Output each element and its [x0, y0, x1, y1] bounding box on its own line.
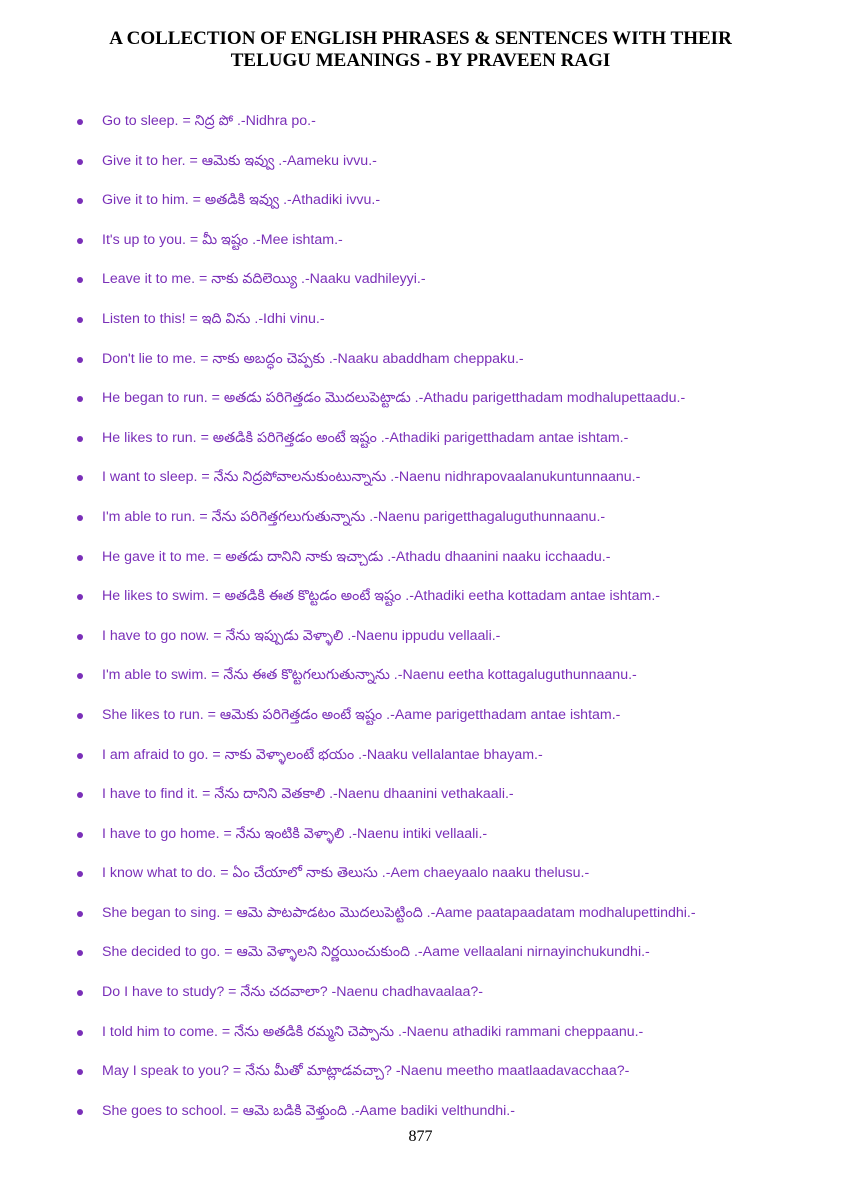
title-line-1: A COLLECTION OF ENGLISH PHRASES & SENTENCES WITH THEIR [109, 28, 732, 49]
bullet-icon [77, 1109, 83, 1115]
bullet-icon [77, 911, 83, 917]
list-item [0, 110, 841, 150]
list-item [0, 466, 841, 506]
list-item [0, 506, 841, 546]
list-item [0, 1060, 841, 1100]
phrase-text: She decided to go. = ఆమె వెళ్ళాలని నిర్ణయించుకుంది .-Aame vellaalani nirnayinchukundhi.- [102, 944, 650, 961]
phrase-text: It's up to you. = మీ ఇష్టం .-Mee ishtam.- [102, 231, 343, 248]
phrase-text: I am afraid to go. = నాకు వెళ్ళాలంటే భయం .-Naaku vellalantae bhayam.- [102, 746, 543, 763]
bullet-icon [77, 713, 83, 719]
phrase-text: I have to go now. = నేను ఇప్పుడు వెళ్ళాలి .-Naenu ippudu vellaali.- [102, 627, 501, 644]
bullet-icon [77, 277, 83, 283]
list-item [0, 981, 841, 1021]
phrase-text: She began to sing. = ఆమె పాటపాడటం మొదలుపెట్టింది .-Aame paatapaadatam modhalupettindhi.- [102, 904, 696, 921]
phrase-text: Listen to this! = ఇది విను .-Idhi vinu.- [102, 310, 325, 327]
bullet-icon [77, 673, 83, 679]
phrase-text: She goes to school. = ఆమె బడికి వెళ్తుంది .-Aame badiki velthundhi.- [102, 1102, 515, 1119]
phrase-text: Give it to him. = అతడికి ఇవ్వు .-Athadiki ivvu.- [102, 192, 381, 209]
page-title [40, 28, 801, 72]
list-item [0, 664, 841, 704]
page-number: 877 [408, 1128, 433, 1145]
phrase-text: She likes to run. = ఆమెకు పరిగెత్తడం అంటే ఇష్టం .-Aame parigetthadam antae ishtam.- [102, 706, 621, 723]
phrase-text: He began to run. = అతడు పరిగెత్తడం మొదలుపెట్టాడు .-Athadu parigetthadam modhalupettaadu.- [102, 390, 686, 407]
phrase-text: Give it to her. = ఆమెకు ఇవ్వు .-Aameku ivvu.- [102, 152, 377, 169]
list-item [0, 427, 841, 467]
bullet-icon [77, 357, 83, 363]
phrase-text: I have to find it. = నేను దానిని వెతకాలి .-Naenu dhaanini vethakaali.- [102, 786, 514, 803]
phrase-text: Don't lie to me. = నాకు అబద్ధం చెప్పకు .-Naaku abaddham cheppaku.- [102, 350, 524, 367]
bullet-icon [77, 990, 83, 996]
list-item [0, 902, 841, 942]
bullet-icon [77, 396, 83, 402]
bullet-icon [77, 634, 83, 640]
title-line-2: TELUGU MEANINGS - BY PRAVEEN RAGI [230, 50, 611, 71]
phrase-text: Go to sleep. = నిద్ర పో .-Nidhra po.- [102, 113, 316, 129]
list-item [0, 744, 841, 784]
bullet-icon [77, 159, 83, 165]
bullet-icon [77, 753, 83, 759]
bullet-icon [77, 871, 83, 877]
list-item [0, 704, 841, 744]
phrase-text: Do I have to study? = నేను చదవాలా? -Naenu chadhavaalaa?- [102, 984, 483, 1001]
list-item [0, 189, 841, 229]
phrase-text: I told him to come. = నేను అతడికి రమ్మని చెప్పాను .-Naenu athadiki rammani cheppaanu.- [102, 1023, 644, 1040]
list-item [0, 585, 841, 625]
bullet-icon [77, 950, 83, 956]
bullet-icon [77, 832, 83, 838]
phrase-text: I want to sleep. = నేను నిద్రపోవాలనుకుంటున్నాను .-Naenu nidhrapovaalanukuntunnaanu.- [102, 469, 641, 486]
list-item [0, 150, 841, 190]
bullet-icon [77, 792, 83, 798]
phrase-list [0, 110, 841, 1139]
list-item [0, 862, 841, 902]
bullet-icon [77, 555, 83, 561]
phrase-text: May I speak to you? = నేను మీతో మాట్లాడవచ్చా? -Naenu meetho maatlaadavacchaa?- [102, 1063, 630, 1080]
phrase-text: He likes to swim. = అతడికి ఈత కొట్టడం అంటే ఇష్టం .-Athadiki eetha kottadam antae ishtam.- [102, 588, 660, 605]
phrase-text: I'm able to swim. = నేను ఈత కొట్టగలుగుతున్నాను .-Naenu eetha kottagaluguthunnaanu.- [102, 667, 637, 684]
list-item [0, 268, 841, 308]
bullet-icon [77, 198, 83, 204]
list-item [0, 625, 841, 665]
bullet-icon [77, 475, 83, 481]
bullet-icon [77, 436, 83, 442]
list-item [0, 1021, 841, 1061]
bullet-icon [77, 238, 83, 244]
bullet-icon [77, 119, 83, 125]
list-item [0, 387, 841, 427]
list-item [0, 941, 841, 981]
phrase-text: I'm able to run. = నేను పరిగెత్తగలుగుతున్నాను .-Naenu parigetthagaluguthunnaanu.- [102, 508, 606, 525]
phrase-text: He gave it to me. = అతడు దానిని నాకు ఇచ్చాడు .-Athadu dhaanini naaku icchaadu.- [102, 548, 611, 565]
bullet-icon [77, 1069, 83, 1075]
list-item [0, 823, 841, 863]
list-item [0, 783, 841, 823]
list-item [0, 308, 841, 348]
phrase-text: I know what to do. = ఏం చేయాలో నాకు తెలుసు .-Aem chaeyaalo naaku thelusu.- [102, 865, 590, 882]
list-item [0, 229, 841, 269]
phrase-text: Leave it to me. = నాకు వదిలెయ్యి .-Naaku vadhileyyi.- [102, 271, 426, 288]
phrase-text: He likes to run. = అతడికి పరిగెత్తడం అంటే ఇష్టం .-Athadiki parigetthadam antae ishtam.- [102, 429, 629, 446]
bullet-icon [77, 317, 83, 323]
list-item [0, 348, 841, 388]
bullet-icon [77, 594, 83, 600]
bullet-icon [77, 515, 83, 521]
phrase-text: I have to go home. = నేను ఇంటికి వెళ్ళాలి .-Naenu intiki vellaali.- [102, 825, 488, 842]
bullet-icon [77, 1030, 83, 1036]
list-item [0, 546, 841, 586]
